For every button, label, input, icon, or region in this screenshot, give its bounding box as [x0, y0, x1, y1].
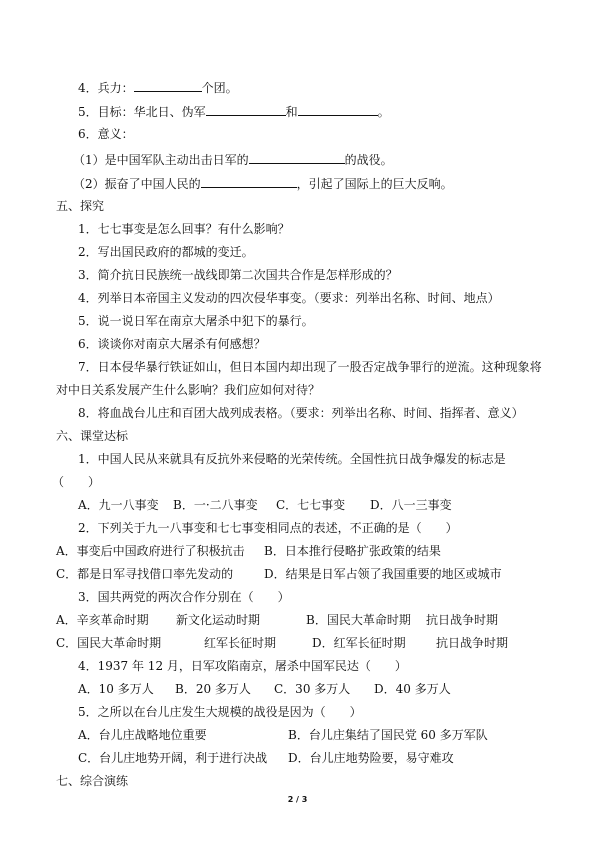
- question: 5．说一说日军在南京大屠杀中犯下的暴行。: [78, 314, 314, 328]
- option: 新文化运动时期: [176, 613, 261, 627]
- item-significance: 6．意义：: [78, 127, 134, 141]
- text: 的战役。: [344, 153, 393, 167]
- question: 7．日本侵华暴行铁证如山，但日本国内却出现了一股否定战争罪行的逆流。这种现象将: [78, 360, 542, 374]
- option: D．台儿庄地势险要，易守难攻: [288, 751, 454, 765]
- option: A．九一八事变: [78, 498, 159, 512]
- option: C．都是日军寻找借口率先发动的: [56, 567, 234, 581]
- page-number: 2 / 3: [287, 795, 308, 804]
- section-heading: 五、探究: [56, 199, 105, 213]
- fill-blank: [298, 103, 378, 116]
- item-significance-2: [73, 175, 453, 190]
- option: 抗日战争时期: [436, 636, 509, 650]
- section-heading: 六、课堂达标: [56, 429, 129, 443]
- option: D．结果是日军占领了我国重要的地区或城市: [264, 567, 502, 581]
- question: 1．中国人民从来就具有反抗外来侵略的光荣传统。全国性抗日战争爆发的标志是: [78, 452, 506, 466]
- text: 4．兵力：: [78, 81, 134, 95]
- fill-blank: [249, 151, 345, 164]
- option: 抗日战争时期: [426, 613, 499, 627]
- option: D．八一三事变: [370, 498, 452, 512]
- question: 2．写出国民政府的都城的变迁。: [78, 245, 254, 259]
- item-significance-1: [73, 151, 393, 166]
- text: ，引起了国际上的巨大反响。: [296, 177, 453, 191]
- option: B．一·二八事变: [173, 498, 258, 512]
- option: B．台儿庄集结了国民党 60 多万军队: [288, 728, 488, 742]
- question: 5．之所以在台儿庄发生大规模的战役是因为（ ）: [78, 705, 362, 719]
- question: 2．下列关于九一八事变和七七事变相同点的表述，不正确的是（ ）: [78, 521, 458, 535]
- option: D．40 多万人: [374, 682, 451, 696]
- question: 4．列举日本帝国主义发动的四次侵华事变。（要求：列举出名称、时间、地点）: [78, 291, 500, 305]
- text: （2）振奋了中国人民的: [73, 177, 201, 191]
- option: A．辛亥革命时期: [56, 613, 149, 627]
- option: D．红军长征时期: [312, 636, 406, 650]
- text: 。: [377, 105, 390, 119]
- fill-blank: [206, 103, 286, 116]
- fill-blank: [201, 175, 297, 188]
- option: B．20 多万人: [175, 682, 251, 696]
- option: A．事变后中国政府进行了积极抗击: [56, 544, 245, 558]
- option: C．30 多万人: [274, 682, 351, 696]
- option: B．国民大革命时期: [306, 613, 411, 627]
- text: （1）是中国军队主动出击日军的: [73, 153, 249, 167]
- text: 个团。: [201, 81, 238, 95]
- option: C．七七事变: [276, 498, 346, 512]
- section-heading: 七、综合演练: [56, 774, 129, 788]
- item-troops: [78, 79, 238, 94]
- option: 红军长征时期: [204, 636, 277, 650]
- question-continuation: 对中日关系发展产生什么影响？我们应如何对待？: [56, 383, 321, 397]
- question: 1．七七事变是怎么回事？有什么影响？: [78, 222, 290, 236]
- question: 3．简介抗日民族统一战线即第二次国共合作是怎样形成的？: [78, 268, 398, 282]
- option: A．台儿庄战略地位重要: [78, 728, 207, 742]
- question: 8．将血战台儿庄和百团大战列成表格。（要求：列举出名称、时间、指挥者、意义）: [78, 406, 524, 420]
- option: C．台儿庄地势开阔，利于进行决战: [78, 751, 268, 765]
- question: 3．国共两党的两次合作分别在（ ）: [78, 590, 290, 604]
- question: 4．1937 年 12 月，日军攻陷南京，屠杀中国军民达（ ）: [78, 659, 407, 673]
- item-target: [78, 103, 390, 118]
- answer-bracket: （ ）: [52, 475, 101, 489]
- question: 6．谈谈你对南京大屠杀有何感想？: [78, 337, 266, 351]
- option: B．日本推行侵略扩张政策的结果: [264, 544, 441, 558]
- text: 和: [285, 105, 298, 119]
- option: C．国民大革命时期: [56, 636, 162, 650]
- option: A．10 多万人: [78, 682, 154, 696]
- text: 5．目标：华北日、伪军: [78, 105, 206, 119]
- fill-blank: [134, 79, 202, 92]
